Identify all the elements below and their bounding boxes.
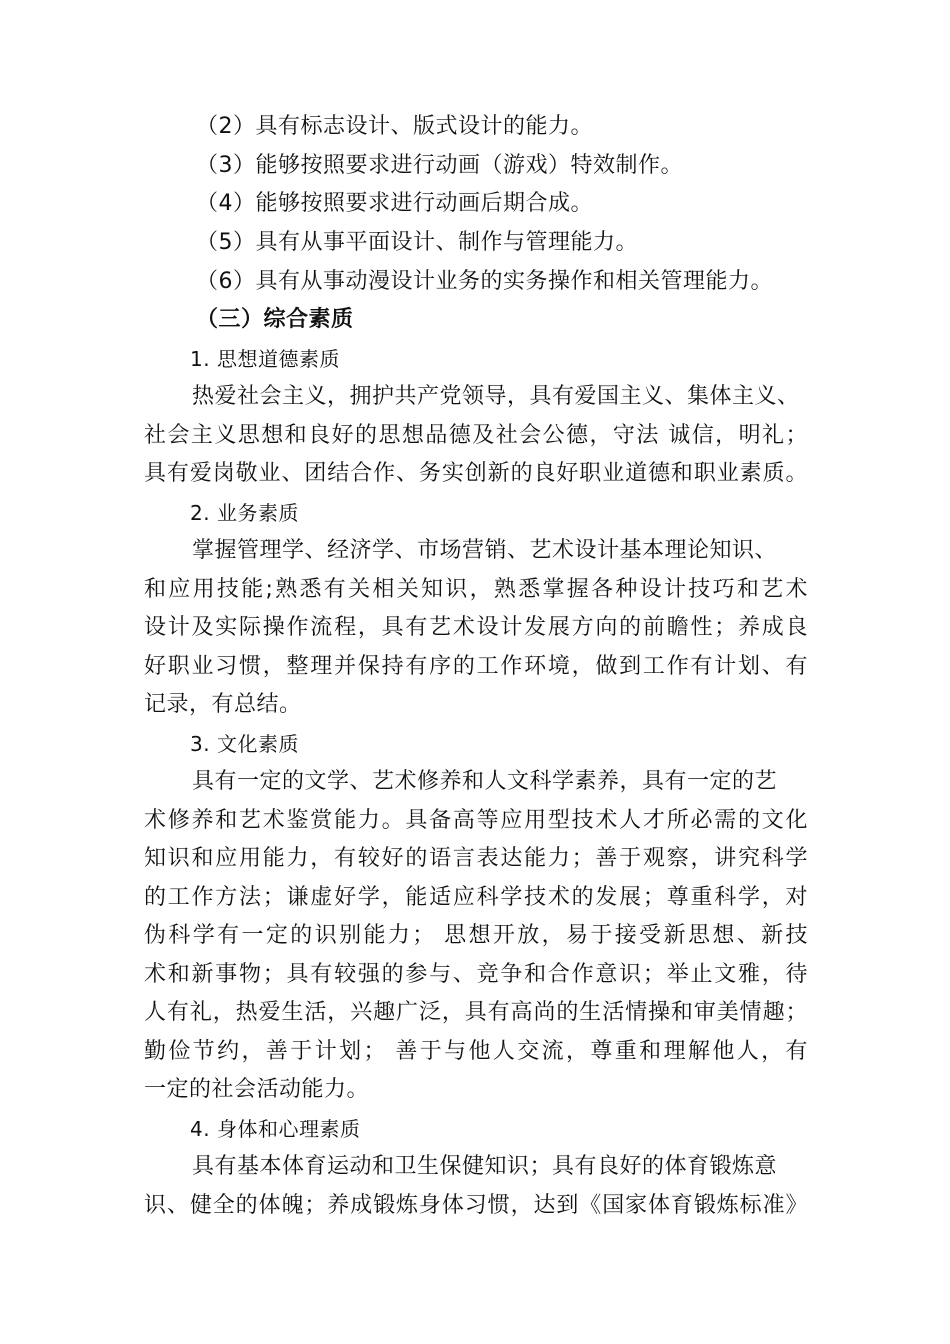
paragraph-line: 具有一定的文学、艺术修养和人文科学素养，具有一定的艺 <box>192 769 778 794</box>
paragraph-line: 知识和应用能力，有较好的语言表达能力；善于观察，讲究科学 <box>144 846 808 871</box>
paragraph-line: 和应用技能;熟悉有关相关知识，熟悉掌握各种设计技巧和艺术 <box>144 577 808 602</box>
paragraph-line: 术和新事物；具有较强的参与、竞争和合作意识；举止文雅，待 <box>144 962 808 987</box>
ability-item: （6）具有从事动漫设计业务的实务操作和相关管理能力。 <box>196 269 773 294</box>
ability-item: （5）具有从事平面设计、制作与管理能力。 <box>196 230 638 255</box>
paragraph-line: 伪科学有一定的识别能力； 思想开放，易于接受新思想、新技 <box>144 923 808 948</box>
section-heading: （三）综合素质 <box>196 307 354 332</box>
paragraph-line: 记录，有总结。 <box>144 692 302 717</box>
paragraph-line: 社会主义思想和良好的思想品德及社会公德，守法 诚信，明礼； <box>144 423 808 448</box>
ability-item: （4）能够按照要求进行动画后期合成。 <box>196 191 593 216</box>
paragraph-line: 一定的社会活动能力。 <box>144 1077 370 1102</box>
paragraph-line: 掌握管理学、经济学、市场营销、艺术设计基本理论知识、 <box>192 538 778 563</box>
paragraph-line: 具有基本体育运动和卫生保健知识；具有良好的体育锻炼意 <box>192 1154 778 1179</box>
ability-item: （3）能够按照要求进行动画（游戏）特效制作。 <box>196 153 683 178</box>
subsection-heading: 2. 业务素质 <box>190 501 299 525</box>
paragraph-line: 具有爱岗敬业、团结合作、务实创新的良好职业道德和职业素质。 <box>144 461 808 486</box>
paragraph-line: 勤俭节约，善于计划； 善于与他人交流，尊重和理解他人，有 <box>144 1039 808 1064</box>
paragraph-line: 热爱社会主义，拥护共产党领导，具有爱国主义、集体主义、 <box>192 384 800 409</box>
subsection-heading: 1. 思想道德素质 <box>190 347 340 371</box>
paragraph-line: 术修养和艺术鉴赏能力。具备高等应用型技术人才所必需的文化 <box>144 808 808 833</box>
ability-item: （2）具有标志设计、版式设计的能力。 <box>196 114 593 139</box>
paragraph-line: 识、健全的体魄；养成锻炼身体习惯，达到《国家体育锻炼标准》 <box>144 1193 808 1218</box>
paragraph-line: 设计及实际操作流程，具有艺术设计发展方向的前瞻性；养成良 <box>144 615 808 640</box>
subsection-heading: 3. 文化素质 <box>190 732 299 756</box>
paragraph-line: 的工作方法；谦虚好学，能适应科学技术的发展；尊重科学，对 <box>144 885 808 910</box>
paragraph-line: 好职业习惯，整理并保持有序的工作环境，做到工作有计划、有 <box>144 654 808 679</box>
subsection-heading: 4. 身体和心理素质 <box>190 1117 361 1141</box>
paragraph-line: 人有礼，热爱生活，兴趣广泛，具有高尚的生活情操和审美情趣； <box>144 1000 808 1025</box>
